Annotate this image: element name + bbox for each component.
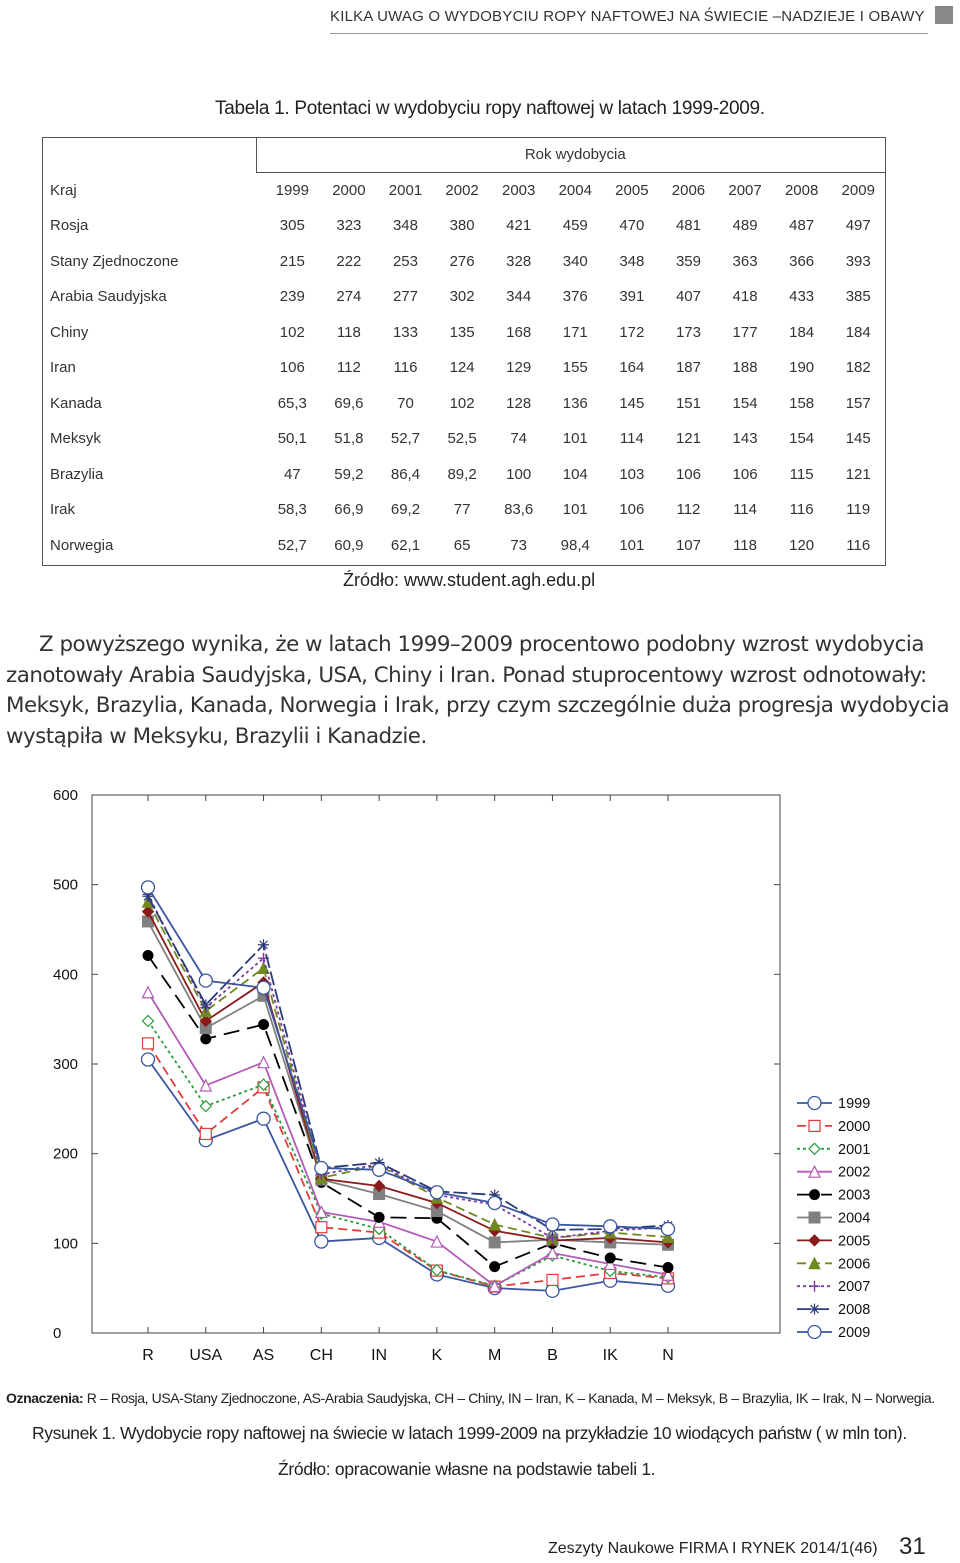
x-tick-label: CH	[309, 1347, 333, 1364]
body-paragraph	[6, 630, 950, 752]
table-row	[42, 315, 887, 351]
table-cell-value: 107	[675, 536, 701, 554]
data-point	[200, 1080, 211, 1091]
series-line	[148, 956, 668, 1268]
table-group-header-row	[42, 137, 887, 173]
chart-key	[6, 1390, 935, 1406]
legend-label: 2008	[838, 1302, 871, 1319]
table-cell-value: 101	[562, 430, 588, 448]
table-cell-value: 133	[392, 323, 418, 341]
data-point	[315, 1235, 328, 1248]
table-cell-value: 121	[675, 430, 701, 448]
table-cell-value: 106	[675, 465, 701, 483]
data-point	[143, 1015, 154, 1026]
table-cell-value: 124	[449, 359, 475, 377]
legend-item	[797, 1302, 870, 1318]
chart-key-text: R – Rosja, USA-Stany Zjednoczone, AS-Arabia Saudyjska, CH – Chiny, IN – Iran, K – Kanada, M – Meksyk, B – Brazylia, IK – Irak, N – Norwegia.	[83, 1390, 935, 1406]
table-cell-value: 143	[732, 430, 758, 448]
data-point	[201, 1034, 211, 1044]
table-cell-value: 51,8	[334, 430, 364, 448]
data-point	[547, 1274, 558, 1285]
series-2001	[143, 1015, 674, 1291]
table-cell-value: 340	[562, 252, 588, 270]
table-cell-value: 100	[506, 465, 532, 483]
table-cell-value: 98,4	[560, 536, 590, 554]
table-cell-value: 184	[845, 323, 871, 341]
series-2006	[143, 896, 674, 1243]
table-cell-value: 155	[562, 359, 588, 377]
table-cell-value: 481	[675, 217, 701, 235]
table-cell-value: 497	[845, 217, 871, 235]
table-cell-value: 65,3	[277, 394, 307, 412]
data-point	[259, 1020, 269, 1030]
header-divider	[330, 33, 928, 34]
figure-caption: Rysunek 1. Wydobycie ropy naftowej na świecie w latach 1999-2009 na przykładzie 10 wiodących państw ( w mln ton).	[32, 1423, 907, 1443]
data-point	[605, 1253, 615, 1263]
table-cell-value: 433	[789, 288, 815, 306]
table-cell-value: 489	[732, 217, 758, 235]
table-cell-value: 101	[619, 536, 645, 554]
journal-footer: Zeszyty Naukowe FIRMA I RYNEK 2014/1(46)	[548, 1540, 878, 1557]
table-header-year: 2007	[728, 181, 762, 199]
table-cell-value: 83,6	[504, 501, 534, 519]
table-cell-value: 116	[393, 359, 418, 377]
y-tick-label: 200	[53, 1145, 79, 1163]
table-cell-value: 60,9	[334, 536, 364, 554]
legend-swatch-marker	[809, 1235, 820, 1246]
y-tick-label: 300	[53, 1056, 79, 1073]
table-cell-value: 102	[279, 323, 305, 341]
table-cell-value: 190	[789, 359, 815, 377]
production-table	[42, 137, 887, 563]
y-tick-label: 400	[53, 966, 79, 984]
table-cell-value: 70	[397, 394, 414, 412]
legend-item	[797, 1256, 870, 1272]
plot-frame	[92, 795, 780, 1333]
table-cell-value: 114	[733, 501, 757, 519]
table-cell-value: 106	[732, 465, 758, 483]
table-cell-value: 222	[336, 252, 362, 270]
data-point	[374, 1212, 384, 1222]
table-cell-value: 151	[675, 394, 701, 412]
table-cell-value: 470	[619, 217, 645, 235]
paragraph-line: Z powyższego wynika, że w latach 1999–2009 procentowo podobny wzrost wydobycia	[39, 632, 924, 657]
x-tick-label: AS	[252, 1347, 275, 1364]
table-cell-value: 187	[675, 359, 701, 377]
data-point	[546, 1284, 559, 1297]
data-point	[142, 881, 155, 894]
table-cell-value: 145	[845, 430, 871, 448]
table-cell-value: 168	[506, 323, 532, 341]
x-tick-label: N	[662, 1347, 674, 1364]
table-cell-country: Stany Zjednoczone	[50, 252, 179, 270]
legend-label: 2004	[838, 1210, 871, 1227]
table-cell-value: 114	[619, 430, 644, 448]
table-cell-value: 145	[619, 394, 645, 412]
table-row	[42, 350, 887, 386]
table-header-year: 2006	[671, 181, 706, 199]
table-cell-value: 366	[789, 252, 815, 270]
paragraph-line: Meksyk, Brazylia, Kanada, Norwegia i Irak, przy czym szczególnie duża progresja wydobycia	[6, 693, 950, 718]
table-cell-value: 157	[845, 394, 871, 412]
series-line	[148, 1021, 668, 1286]
data-point	[143, 1038, 154, 1049]
table-cell-value: 359	[675, 252, 701, 270]
legend-label: 2007	[838, 1279, 871, 1296]
table-cell-value: 385	[845, 288, 871, 306]
data-point	[488, 1196, 501, 1209]
table-group-header: Rok wydobycia	[524, 146, 626, 164]
legend-swatch-marker	[809, 1120, 820, 1131]
legend-label: 2002	[838, 1164, 871, 1181]
table-cell-value: 69,6	[334, 394, 364, 412]
table-cell-value: 277	[392, 288, 418, 306]
table-cell-value: 459	[562, 217, 588, 235]
legend-label: 2005	[838, 1233, 871, 1250]
data-point	[143, 951, 153, 961]
legend-swatch-marker	[809, 1304, 820, 1315]
data-point	[430, 1186, 443, 1199]
data-point	[490, 1262, 500, 1272]
paragraph-line: wystąpiła w Meksyku, Brazylii i Kanadzie.	[6, 723, 427, 749]
table-cell-value: 177	[732, 323, 758, 341]
table-row	[42, 279, 887, 315]
series-line	[148, 1060, 668, 1291]
data-point	[200, 999, 211, 1010]
table-row	[42, 386, 887, 422]
table-cell-value: 328	[506, 252, 532, 270]
legend-label: 2000	[838, 1118, 871, 1135]
series-2008	[143, 891, 674, 1236]
table-cell-value: 171	[562, 323, 588, 341]
table-cell-country: Chiny	[50, 323, 89, 341]
table-cell-value: 112	[336, 359, 361, 377]
legend-label: 2009	[838, 1325, 871, 1341]
table-header-year: 2003	[501, 181, 536, 199]
table-cell-country: Brazylia	[50, 465, 104, 483]
data-point	[257, 981, 270, 994]
table-row	[42, 457, 887, 493]
table-cell-value: 188	[732, 359, 758, 377]
legend-item	[797, 1279, 870, 1295]
legend-swatch-marker	[809, 1281, 820, 1292]
data-point	[258, 1057, 269, 1068]
y-tick-label: 600	[53, 787, 79, 804]
table-cell-value: 154	[789, 430, 815, 448]
table-cell-value: 215	[279, 252, 305, 270]
table-header-year: 2005	[615, 181, 649, 199]
table-cell-country: Kanada	[50, 394, 102, 412]
table-header-year: 2004	[558, 181, 592, 199]
table-cell-value: 116	[789, 501, 814, 519]
x-tick-label: B	[547, 1347, 558, 1364]
table-cell-value: 158	[789, 394, 815, 412]
legend-item	[797, 1119, 870, 1135]
table-cell-value: 121	[845, 465, 871, 483]
data-point	[373, 1163, 386, 1176]
legend-label: 2003	[838, 1187, 871, 1204]
legend-swatch-marker	[808, 1326, 821, 1339]
table-cell-value: 135	[449, 323, 475, 341]
table-cell-country: Irak	[50, 501, 76, 519]
paragraph-line: zanotowały Arabia Saudyjska, USA, Chiny i Iran. Ponad stuprocentowy wzrost odnotowały:	[6, 662, 927, 688]
table-cell-value: 52,5	[447, 430, 477, 448]
table-cell-value: 348	[392, 217, 418, 235]
table-cell-value: 393	[845, 252, 871, 270]
data-point	[258, 939, 269, 950]
data-point	[257, 1112, 270, 1125]
production-line-chart	[0, 780, 960, 1380]
series-2005	[143, 906, 674, 1248]
data-point	[604, 1220, 617, 1233]
table-cell-value: 418	[732, 288, 758, 306]
data-point	[663, 1263, 673, 1273]
legend-swatch-marker	[809, 1143, 820, 1154]
legend-item	[797, 1233, 870, 1249]
y-tick-label: 100	[53, 1235, 79, 1253]
data-point	[199, 974, 212, 987]
table-cell-value: 129	[506, 359, 532, 377]
data-point	[431, 1236, 442, 1247]
table-header-year: 2000	[332, 181, 366, 199]
table-header-year: 2002	[445, 181, 479, 199]
table-cell-value: 380	[449, 217, 475, 235]
table-cell-country: Norwegia	[50, 536, 114, 554]
x-tick-label: IN	[371, 1347, 388, 1364]
table-cell-value: 348	[619, 252, 645, 270]
table-cell-value: 58,3	[277, 501, 307, 519]
table-cell-value: 164	[619, 359, 645, 377]
table-cell-value: 89,2	[447, 465, 477, 483]
x-tick-label: IK	[602, 1347, 618, 1364]
legend-item	[797, 1325, 870, 1341]
table-cell-value: 86,4	[390, 465, 421, 483]
table-cell-value: 66,9	[334, 501, 364, 519]
table-cell-value: 344	[506, 288, 532, 306]
table-cell-value: 276	[449, 252, 475, 270]
table-cell-value: 120	[789, 536, 815, 554]
table-cell-value: 421	[506, 217, 532, 235]
legend-label: 1999	[838, 1096, 871, 1112]
legend-item	[797, 1165, 870, 1181]
table-cell-value: 302	[449, 288, 475, 306]
table-cell-value: 118	[733, 536, 757, 554]
table-cell-value: 119	[846, 501, 871, 519]
table-cell-value: 106	[279, 359, 305, 377]
x-tick-label: M	[488, 1347, 502, 1364]
figure-source: Źródło: opracowanie własne na podstawie tabeli 1.	[278, 1459, 656, 1479]
table-header-year: 2008	[784, 181, 819, 199]
table-cell-value: 59,2	[334, 465, 364, 483]
table-cell-value: 112	[676, 501, 701, 519]
table-cell-value: 182	[845, 359, 871, 377]
legend-item	[797, 1188, 870, 1204]
legend-item	[797, 1142, 870, 1158]
table-corner-cell	[42, 137, 264, 173]
data-point	[546, 1218, 559, 1231]
legend-swatch-marker	[808, 1097, 821, 1110]
table-cell-value: 136	[562, 394, 588, 412]
table-header-year: 2009	[841, 181, 875, 199]
series-2002	[143, 987, 674, 1292]
table-cell-value: 103	[619, 465, 645, 483]
table-cell-value: 116	[846, 536, 871, 554]
legend-item	[797, 1096, 870, 1112]
data-point	[200, 1128, 211, 1139]
table-cell-value: 101	[562, 501, 588, 519]
table-cell-value: 62,1	[390, 536, 421, 554]
table-cell-value: 391	[619, 288, 645, 306]
y-tick-label: 500	[53, 876, 79, 894]
chart-key-label: Oznaczenia:	[6, 1390, 84, 1406]
table-cell-value: 50,1	[277, 430, 307, 448]
table-cell-value: 69,2	[390, 501, 421, 519]
table-title: Tabela 1. Potentaci w wydobyciu ropy naftowej w latach 1999-2009.	[215, 98, 765, 119]
table-cell-value: 363	[732, 252, 758, 270]
legend-label: 2006	[838, 1256, 871, 1273]
table-cell-value: 274	[336, 288, 362, 306]
table-cell-value: 173	[675, 323, 701, 341]
table-cell-country: Meksyk	[50, 430, 101, 448]
table-cell-value: 65	[453, 536, 471, 554]
table-cell-value: 73	[510, 536, 528, 554]
table-cell-value: 106	[619, 501, 645, 519]
series-line	[148, 1043, 668, 1286]
table-cell-value: 253	[392, 252, 418, 270]
table-header-country: Kraj	[50, 181, 77, 199]
data-point	[143, 987, 154, 998]
table-cell-value: 52,7	[277, 536, 307, 554]
table-cell-country: Iran	[50, 359, 76, 377]
table-cell-value: 128	[506, 394, 532, 412]
table-cell-value: 154	[732, 394, 758, 412]
table-row	[42, 208, 887, 244]
table-cell-value: 172	[619, 323, 645, 341]
table-cell-value: 47	[283, 465, 301, 483]
data-point	[662, 1222, 675, 1235]
data-point	[142, 1053, 155, 1066]
table-header-row	[42, 173, 887, 209]
table-cell-value: 118	[336, 323, 361, 341]
table-cell-country: Rosja	[50, 217, 89, 235]
x-tick-label: K	[431, 1347, 443, 1364]
table-header-year: 1999	[275, 181, 309, 199]
table-cell-value: 115	[789, 465, 814, 483]
table-cell-value: 104	[562, 465, 588, 483]
x-tick-label: R	[142, 1347, 154, 1364]
table-cell-value: 184	[789, 323, 815, 341]
legend-label: 2001	[838, 1141, 871, 1158]
running-head: KILKA UWAG O WYDOBYCIU ROPY NAFTOWEJ NA ŚWIECIE –NADZIEJE I OBAWY	[330, 8, 925, 25]
table-row	[42, 244, 887, 280]
y-tick-label: 0	[53, 1325, 62, 1342]
data-point	[316, 1222, 327, 1233]
data-point	[489, 1237, 500, 1248]
table-cell-value: 74	[510, 430, 528, 448]
table-row	[42, 528, 887, 564]
data-point	[315, 1162, 328, 1175]
series-2004	[143, 916, 674, 1250]
series-line	[148, 921, 668, 1244]
legend-swatch-marker	[809, 1212, 820, 1223]
legend-item	[797, 1211, 870, 1227]
table-row	[42, 492, 887, 528]
table-cell-value: 487	[789, 217, 815, 235]
table-cell-value: 239	[279, 288, 305, 306]
table-cell-value: 323	[336, 217, 362, 235]
table-cell-value: 77	[453, 501, 471, 519]
table-cell-country: Arabia Saudyjska	[50, 288, 167, 306]
table-cell-value: 376	[562, 288, 588, 306]
table-cell-value: 305	[279, 217, 305, 235]
header-marker	[935, 6, 953, 24]
series-line	[148, 902, 668, 1238]
series-2007	[143, 889, 674, 1243]
table-cell-value: 102	[449, 394, 475, 412]
data-point	[200, 1101, 211, 1112]
page-number: 31	[899, 1533, 926, 1560]
x-tick-label: USA	[189, 1347, 223, 1364]
series-line	[148, 895, 668, 1238]
legend-swatch-marker	[810, 1190, 820, 1200]
table-source: Źródło: www.student.agh.edu.pl	[343, 570, 596, 590]
table-cell-value: 52,7	[390, 430, 421, 448]
table-header-year: 2001	[388, 181, 423, 199]
table-cell-value: 407	[675, 288, 701, 306]
table-row	[42, 421, 887, 457]
